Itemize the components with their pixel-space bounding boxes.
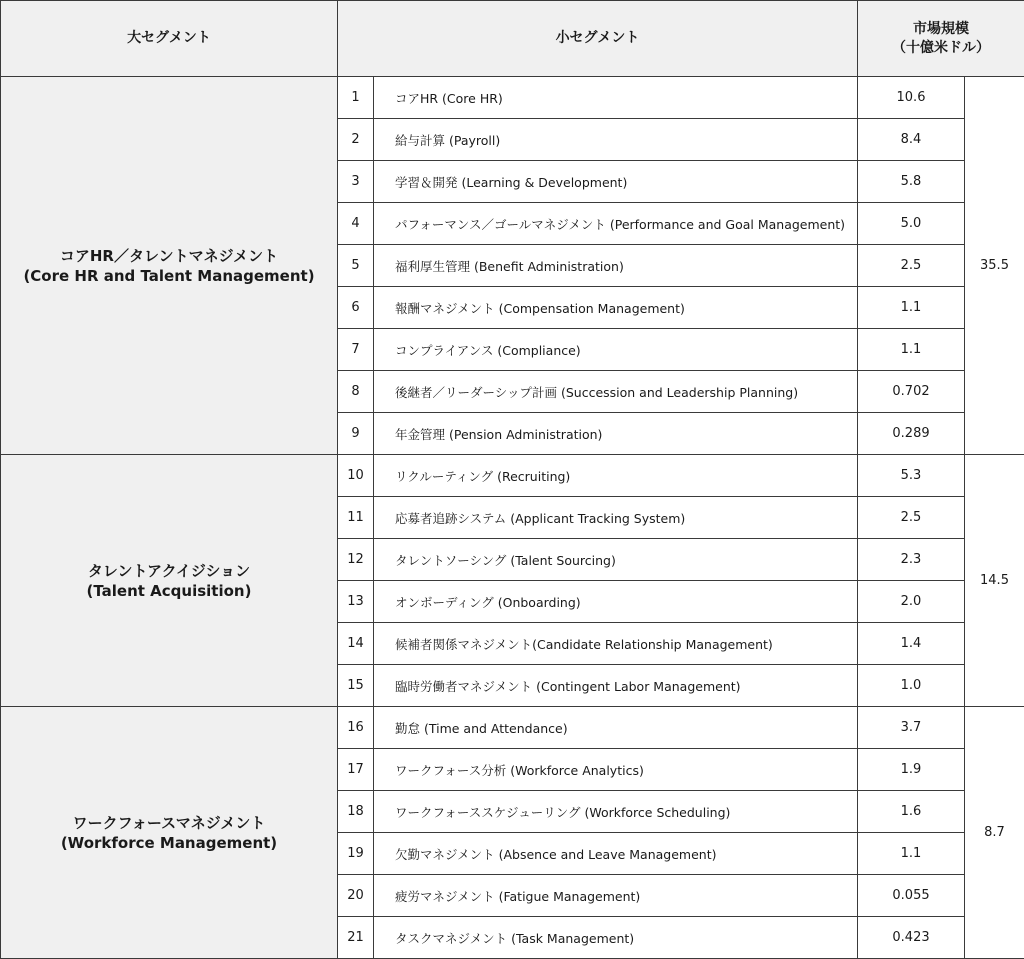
- minor-segment-name: 勤怠 (Time and Attendance): [374, 707, 858, 749]
- minor-segment-name: タレントソーシング (Talent Sourcing): [374, 539, 858, 581]
- row-number: 16: [338, 707, 374, 749]
- minor-segment-name: 臨時労働者マネジメント (Contingent Labor Management): [374, 665, 858, 707]
- market-size-value: 2.5: [858, 497, 965, 539]
- market-size-value: 2.3: [858, 539, 965, 581]
- row-number: 7: [338, 329, 374, 371]
- minor-segment-name: 応募者追跡システム (Applicant Tracking System): [374, 497, 858, 539]
- row-number: 5: [338, 245, 374, 287]
- minor-segment-name: 欠勤マネジメント (Absence and Leave Management): [374, 833, 858, 875]
- market-size-value: 2.5: [858, 245, 965, 287]
- market-size-value: 8.4: [858, 119, 965, 161]
- market-size-value: 2.0: [858, 581, 965, 623]
- row-number: 21: [338, 917, 374, 959]
- table-row: [1, 455, 1024, 497]
- market-size-value: 5.0: [858, 203, 965, 245]
- minor-segment-name: 福利厚生管理 (Benefit Administration): [374, 245, 858, 287]
- market-size-value: 5.3: [858, 455, 965, 497]
- minor-segment-name: 給与計算 (Payroll): [374, 119, 858, 161]
- header-row: [1, 1, 1024, 77]
- major-segment-name-ja: ワークフォースマネジメント: [1, 813, 337, 833]
- major-segment-name-ja: タレントアクイジション: [1, 561, 337, 581]
- header-market-size: [858, 1, 1024, 77]
- market-size-value: 1.6: [858, 791, 965, 833]
- minor-segment-name: 後継者／リーダーシップ計画 (Succession and Leadership Planning): [374, 371, 858, 413]
- major-segment-cell: [1, 455, 338, 707]
- row-number: 10: [338, 455, 374, 497]
- major-segment-cell: [1, 77, 338, 455]
- minor-segment-name: 報酬マネジメント (Compensation Management): [374, 287, 858, 329]
- row-number: 11: [338, 497, 374, 539]
- minor-segment-name: 学習＆開発 (Learning & Development): [374, 161, 858, 203]
- segment-total-value: 8.7: [965, 707, 1024, 959]
- minor-segment-name: タスクマネジメント (Task Management): [374, 917, 858, 959]
- minor-segment-name: 年金管理 (Pension Administration): [374, 413, 858, 455]
- minor-segment-name: ワークフォーススケジューリング (Workforce Scheduling): [374, 791, 858, 833]
- market-size-value: 0.702: [858, 371, 965, 413]
- row-number: 6: [338, 287, 374, 329]
- minor-segment-name: 候補者関係マネジメント(Candidate Relationship Management): [374, 623, 858, 665]
- major-segment-name-en: (Core HR and Talent Management): [1, 266, 337, 286]
- minor-segment-name: リクルーティング (Recruiting): [374, 455, 858, 497]
- market-size-value: 1.1: [858, 329, 965, 371]
- major-segment-cell: [1, 707, 338, 959]
- market-size-value: 1.1: [858, 833, 965, 875]
- minor-segment-name: 疲労マネジメント (Fatigue Management): [374, 875, 858, 917]
- minor-segment-name: オンボーディング (Onboarding): [374, 581, 858, 623]
- minor-segment-name: コンプライアンス (Compliance): [374, 329, 858, 371]
- row-number: 1: [338, 77, 374, 119]
- row-number: 19: [338, 833, 374, 875]
- market-size-value: 1.1: [858, 287, 965, 329]
- row-number: 15: [338, 665, 374, 707]
- row-number: 3: [338, 161, 374, 203]
- market-size-value: 1.9: [858, 749, 965, 791]
- row-number: 20: [338, 875, 374, 917]
- row-number: 13: [338, 581, 374, 623]
- segment-total-value: 14.5: [965, 455, 1024, 707]
- market-size-value: 1.0: [858, 665, 965, 707]
- minor-segment-name: ワークフォース分析 (Workforce Analytics): [374, 749, 858, 791]
- row-number: 14: [338, 623, 374, 665]
- header-market-size-line1: 市場規模: [858, 20, 1024, 39]
- market-size-value: 10.6: [858, 77, 965, 119]
- major-segment-name-en: (Talent Acquisition): [1, 581, 337, 601]
- market-size-value: 1.4: [858, 623, 965, 665]
- segment-total-value: 35.5: [965, 77, 1024, 455]
- major-segment-name-en: (Workforce Management): [1, 833, 337, 853]
- row-number: 9: [338, 413, 374, 455]
- market-size-value: 0.289: [858, 413, 965, 455]
- row-number: 17: [338, 749, 374, 791]
- minor-segment-name: コアHR (Core HR): [374, 77, 858, 119]
- market-size-value: 0.055: [858, 875, 965, 917]
- header-market-size-line2: （十億米ドル）: [858, 39, 1024, 58]
- market-size-value: 3.7: [858, 707, 965, 749]
- row-number: 12: [338, 539, 374, 581]
- market-size-value: 5.8: [858, 161, 965, 203]
- row-number: 4: [338, 203, 374, 245]
- table-row: [1, 707, 1024, 749]
- row-number: 2: [338, 119, 374, 161]
- table-row: [1, 77, 1024, 119]
- header-minor-segment: 小セグメント: [338, 1, 858, 77]
- row-number: 18: [338, 791, 374, 833]
- major-segment-name-ja: コアHR／タレントマネジメント: [1, 246, 337, 266]
- header-major-segment: 大セグメント: [1, 1, 338, 77]
- market-size-value: 0.423: [858, 917, 965, 959]
- row-number: 8: [338, 371, 374, 413]
- minor-segment-name: パフォーマンス／ゴールマネジメント (Performance and Goal Management): [374, 203, 858, 245]
- table-body: [1, 77, 1024, 959]
